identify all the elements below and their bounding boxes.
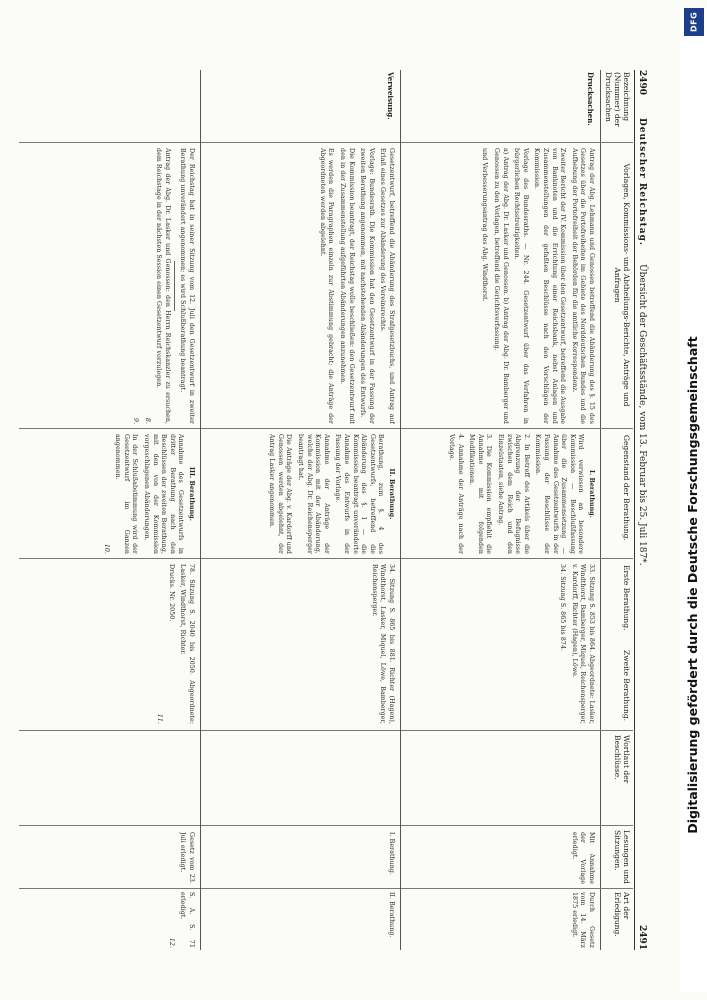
column-header: Wortlaut der Beschlüsse. <box>613 735 631 784</box>
section-heading: II. Berathung. <box>388 468 395 520</box>
text-paragraph: Vorlage: Bundesrath. Die Kommission hat den Gesetzentwurf in der Fassung der zweiten Berathung angenommen, mit nachstehenden Abänderungen des Entwurfs. <box>359 148 375 424</box>
column-divider <box>19 142 633 143</box>
text-paragraph: Der Reichstag hat in seiner Sitzung vom 12. Juli den Gesetzentwurf in zweiter Berathung unverändert angenommen; es wird Schlußberathung beantragt. <box>179 148 195 424</box>
page-number-left: 2490 <box>637 70 647 96</box>
text-paragraph: Berathung, zum §. 4 des Gesetzentwurfs, betreffend die Abänderung des §. 1 — die Kommission beantragt unveränderte Annahme des Entwurfs in der Fassung der Vorlage. <box>334 434 385 554</box>
section-outcome-2 <box>25 892 195 948</box>
row-separator <box>400 70 401 950</box>
rotated-document <box>12 60 667 960</box>
section-right-text <box>25 564 195 724</box>
section-right-text <box>205 564 395 724</box>
footnote-number: 10. <box>102 543 110 554</box>
text-paragraph: a) Antrag der Abg. Dr. Lasker und Genossen. b) Antrag der Abg. Dr. Bamberger und Genossen zu den Vorlagen, betreffend die Gerichtsverfassung. <box>493 148 509 424</box>
text-paragraph: Die Kommission beantragt, der Reichstag wolle beschließen: den Gesetzentwurf mit den in der Zusammenstellung aufgeführten Abänderungen anzunehmen. <box>339 148 355 424</box>
column-divider <box>19 428 633 429</box>
text-paragraph: und Verbesserungsantrag des Abg. Windthorst. <box>481 148 489 302</box>
text-paragraph: In der Schlußabstimmung wird der Gesetzentwurf im Ganzen angenommen. <box>114 434 139 554</box>
text-paragraph: Zweiter Bericht der IV. Kommission über den Gesetzentwurf, betreffend die Ausgabe von Banknoten und die Errichtung einer Reichsbank, nebst Anlagen und Zusammenstellungen der gefaßten Beschlüsse nach den Vorschlägen der Kommission. <box>533 148 567 424</box>
section-left-text <box>25 148 195 424</box>
text-paragraph: Vorlage des Bundesraths. — Nr. 244. Gesetzentwurf über das Verfahren in bürgerlichen Rechtsstreitigkeiten. <box>513 148 529 424</box>
column-divider <box>19 730 633 731</box>
text-paragraph: Die Anträge der Abg. v. Kardorff und Genossen werden abgelehnt, der Antrag Lasker angenommen. <box>268 434 293 554</box>
section-mid-text <box>205 434 395 554</box>
column-headers <box>600 70 633 950</box>
column-header: Bezeichnung (Nummer) der Drucksachen <box>604 72 631 127</box>
section-right-text <box>405 564 595 724</box>
text-paragraph: Mit Annahme der Vorlage erledigt. <box>570 832 595 884</box>
separator-rule <box>174 261 175 311</box>
text-paragraph: II. Berathung. <box>388 892 395 938</box>
text-paragraph: 78. Sitzung S. 2040 bis 2050. Abgeordnete: Lasker, Windthorst, Richter. <box>179 564 195 724</box>
section-outcome <box>205 832 395 884</box>
document-content <box>19 70 659 950</box>
column-header: Erste Berathung. <box>622 565 631 631</box>
text-paragraph: 2. In Betreff des Artikels über die Abgrenzung der Befugnisse zwischen dem Reich und den Einzelstaaten, siehe Antrag. <box>497 434 530 554</box>
text-paragraph: Durch Gesetz vom 14. März 1875 erledigt. <box>570 892 595 948</box>
section-mid-text <box>405 434 595 554</box>
text-paragraph: Gesetz vom 23. Juli erledigt. <box>179 832 195 884</box>
text-paragraph: 34. Sitzung S. 865 bis 874. <box>559 564 567 652</box>
text-paragraph: 34. Sitzung S. 865 bis 881. Richter (Hagen), Windthorst, Lasker, Miquel, Löwe, Bamberger, Reichensperger. <box>370 564 395 724</box>
text-paragraph: Annahme der Anträge der Kommission mit der Abänderung, welche der Abg. Dr. Reichensperger beantragt hat. <box>297 434 330 554</box>
section-outcome-2 <box>405 892 595 948</box>
row-separator <box>200 70 201 950</box>
footnote-number: 11. <box>156 713 164 724</box>
text-paragraph: Es werden die Paragraphen einzeln zur Abstimmung gebracht; die Anträge der Abgeordneten werden abgelehnt. <box>318 148 335 424</box>
text-paragraph: 3. Die Kommission empfiehlt die Annahme mit folgenden Modifikationen. <box>468 434 493 554</box>
column-header: Zweite Berathung. <box>622 650 631 722</box>
section-outcome-2 <box>205 892 395 948</box>
section-left-text <box>205 148 395 424</box>
dfg-logo: DFG <box>684 8 704 36</box>
text-paragraph: Annahme des Gesetzentwurfs in dritter Berathung nach den Beschlüssen der zweiten Berathung, mit den von der Kommission vorgeschlagenen Abänderungen. <box>143 434 185 554</box>
section-heading: III. Berathung. <box>188 467 195 521</box>
document-header <box>634 70 659 950</box>
footnote-number: 8. <box>143 417 151 424</box>
text-paragraph: Antrag der Abg. Dr. Lasker und Genossen: den Herrn Reichskanzler zu ersuchen, dem Reichstage in der nächsten Session einen Gesetzentwurf vorzulegen. <box>155 148 171 424</box>
section-outcome <box>405 832 595 884</box>
text-paragraph: 33. Sitzung S. 853 bis 864. Abgeordnete: Lasker, Windthorst, Bamberger, Miquel, Reichensperger, v. Kardorff, Richter (Hagen), Löwe. <box>570 564 595 724</box>
text-paragraph: S. A. S. 71 erledigt. <box>179 892 195 948</box>
column-header: Vorlagen, Kommissions- und Abtheilungs-Berichte, Anträge und Anfragen <box>613 163 631 407</box>
text-paragraph: I. Berathung. <box>388 832 395 875</box>
section-left-text <box>405 148 595 424</box>
column-divider <box>19 558 633 559</box>
column-divider <box>19 888 633 889</box>
text-paragraph: Gesetzentwurf, betreffend die Abänderung des Strafgesetzbuchs, und Antrag auf Erlaß eines Gesetzes zur Abänderung des Vereinsrechts. <box>379 148 395 424</box>
section-mid-text <box>25 434 195 554</box>
column-header: Lesungen und Sitzungen. <box>613 830 631 884</box>
document-subtitle: Übersicht der Geschäftsstände, vom 13. Februar bis 25. Juli 187*. <box>637 264 647 566</box>
section-label: Verweisung. <box>386 72 395 120</box>
text-paragraph: 4. Annahme der Anträge nach der Vorlage. <box>448 434 464 554</box>
text-paragraph: Drucks. Nr. 2050. <box>167 564 175 622</box>
document-title: Deutscher Reichstag. <box>637 118 647 247</box>
column-header: Art der Erledigung. <box>613 892 631 937</box>
dfg-banner-text: Digitalisierung gefördert durch die Deutsche Forschungsgemeinschaft <box>685 336 700 834</box>
footnote-number: 9. <box>132 417 140 424</box>
column-header: Gegenstand der Berathung. <box>622 435 631 541</box>
section-outcome <box>25 832 195 884</box>
text-paragraph: Wird verwiesen an besondere Kommission — Beschlußfassung über die Zusammensetzung — Annahme des Gesetzentwurfs in der Fassung der Beschlüsse der Kommission. <box>534 434 585 554</box>
column-divider <box>19 825 633 826</box>
section-heading: I. Berathung. <box>588 470 595 518</box>
page-number-right: 2491 <box>637 924 647 950</box>
footnote-number: 12. <box>167 937 175 948</box>
text-paragraph: Antrag der Abg. Lehmann und Genossen betreffend die Abänderung des §. 15 des Gesetzes über die Portofreiheiten im Gebiete des Norddeutschen Bundes und die Aufhebung der Portofreiheit der Behörden für die amtliche Korrespondenz. <box>570 148 595 424</box>
section-label: Drucksachen. <box>586 72 595 126</box>
